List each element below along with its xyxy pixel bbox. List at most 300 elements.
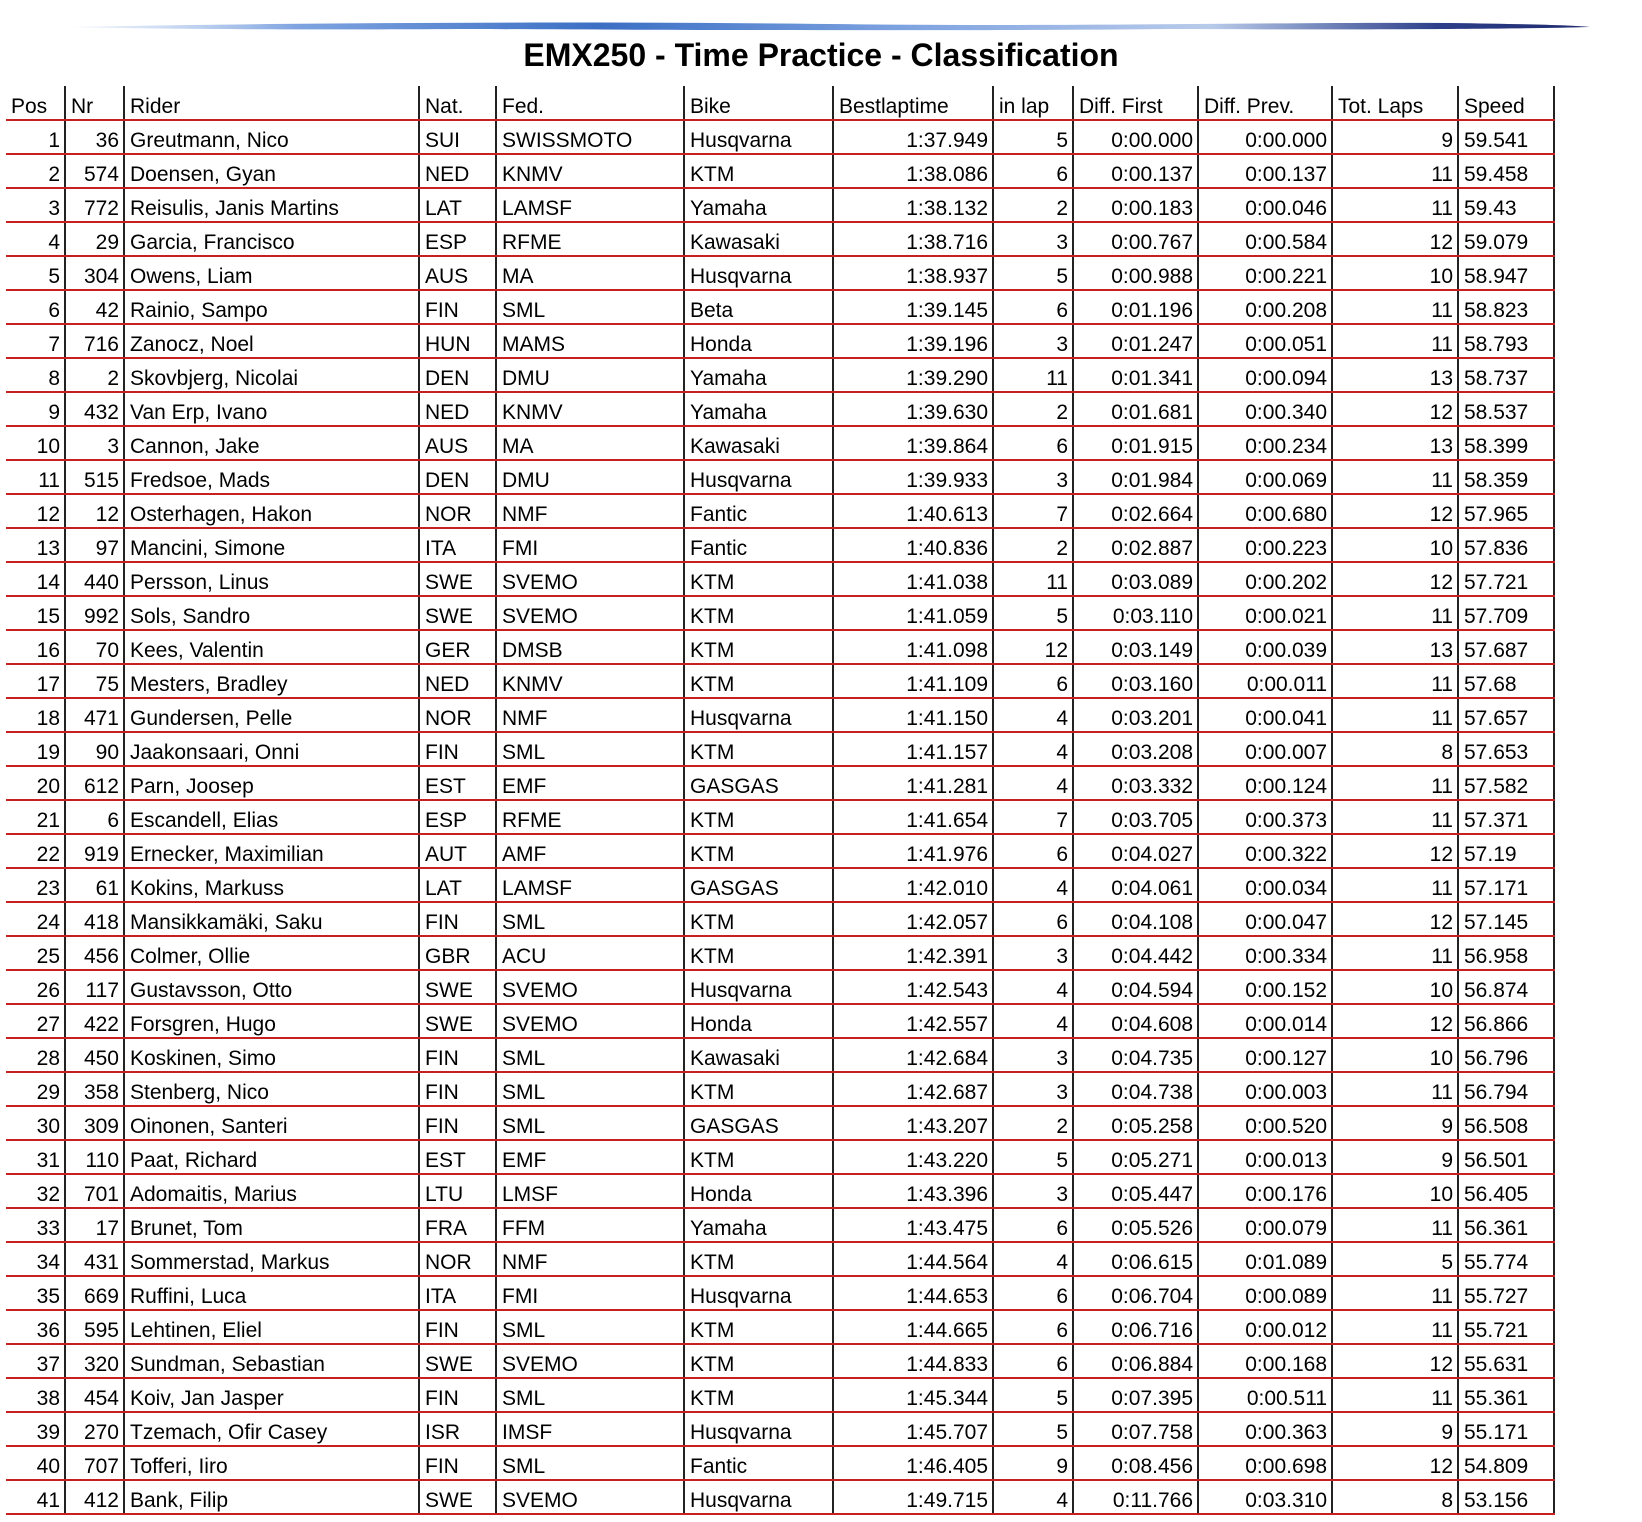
- pos-cell: 21: [6, 800, 65, 834]
- diff-prev-cell: 0:00.137: [1198, 154, 1332, 188]
- nr-cell: 992: [65, 596, 124, 630]
- pos-cell: 22: [6, 834, 65, 868]
- nat-cell: SWE: [419, 1344, 496, 1378]
- pos-cell: 11: [6, 460, 65, 494]
- in-lap-cell: 7: [993, 800, 1073, 834]
- pos-cell: 31: [6, 1140, 65, 1174]
- rider-cell: Mansikkamäki, Saku: [124, 902, 419, 936]
- tot-laps-cell: 11: [1332, 460, 1458, 494]
- diff-prev-cell: 0:00.680: [1198, 494, 1332, 528]
- speed-cell: 56.866: [1458, 1004, 1554, 1038]
- fed-cell: EMF: [496, 1140, 684, 1174]
- pos-cell: 6: [6, 290, 65, 324]
- pos-cell: 25: [6, 936, 65, 970]
- bike-cell: GASGAS: [684, 1106, 833, 1140]
- rider-cell: Parn, Joosep: [124, 766, 419, 800]
- speed-cell: 58.823: [1458, 290, 1554, 324]
- header-brush-stroke-decoration: [70, 18, 1590, 34]
- diff-first-cell: 0:04.594: [1073, 970, 1198, 1004]
- nr-cell: 42: [65, 290, 124, 324]
- rider-cell: Tofferi, Iiro: [124, 1446, 419, 1480]
- diff-first-cell: 0:06.884: [1073, 1344, 1198, 1378]
- table-row: [6, 1004, 1554, 1038]
- tot-laps-cell: 10: [1332, 1038, 1458, 1072]
- diff-prev-cell: 0:00.069: [1198, 460, 1332, 494]
- speed-cell: 55.631: [1458, 1344, 1554, 1378]
- diff-prev-cell: 0:00.039: [1198, 630, 1332, 664]
- diff-first-cell: 0:01.196: [1073, 290, 1198, 324]
- rider-cell: Sommerstad, Markus: [124, 1242, 419, 1276]
- tot-laps-cell: 12: [1332, 1004, 1458, 1038]
- table-row: [6, 834, 1554, 868]
- bestlaptime-cell: 1:42.687: [833, 1072, 993, 1106]
- diff-prev-cell: 0:00.584: [1198, 222, 1332, 256]
- pos-cell: 14: [6, 562, 65, 596]
- nat-cell: FIN: [419, 1446, 496, 1480]
- diff-first-cell: 0:03.089: [1073, 562, 1198, 596]
- fed-cell: SML: [496, 1072, 684, 1106]
- bike-cell: KTM: [684, 1378, 833, 1412]
- nat-cell: SWE: [419, 1004, 496, 1038]
- nat-cell: AUS: [419, 256, 496, 290]
- col-header-rider: Rider: [124, 86, 419, 120]
- bestlaptime-cell: 1:38.937: [833, 256, 993, 290]
- bestlaptime-cell: 1:43.396: [833, 1174, 993, 1208]
- tot-laps-cell: 10: [1332, 1174, 1458, 1208]
- bike-cell: KTM: [684, 154, 833, 188]
- rider-cell: Colmer, Ollie: [124, 936, 419, 970]
- diff-prev-cell: 0:00.208: [1198, 290, 1332, 324]
- pos-cell: 15: [6, 596, 65, 630]
- nat-cell: EST: [419, 766, 496, 800]
- in-lap-cell: 6: [993, 664, 1073, 698]
- rider-cell: Gustavsson, Otto: [124, 970, 419, 1004]
- bestlaptime-cell: 1:49.715: [833, 1480, 993, 1514]
- diff-prev-cell: 0:00.041: [1198, 698, 1332, 732]
- pos-cell: 13: [6, 528, 65, 562]
- rider-cell: Mancini, Simone: [124, 528, 419, 562]
- diff-first-cell: 0:08.456: [1073, 1446, 1198, 1480]
- in-lap-cell: 3: [993, 324, 1073, 358]
- speed-cell: 57.171: [1458, 868, 1554, 902]
- fed-cell: SML: [496, 1378, 684, 1412]
- diff-first-cell: 0:01.984: [1073, 460, 1198, 494]
- fed-cell: DMU: [496, 358, 684, 392]
- bestlaptime-cell: 1:38.086: [833, 154, 993, 188]
- tot-laps-cell: 11: [1332, 188, 1458, 222]
- in-lap-cell: 11: [993, 358, 1073, 392]
- bike-cell: Kawasaki: [684, 1038, 833, 1072]
- fed-cell: ACU: [496, 936, 684, 970]
- bestlaptime-cell: 1:42.057: [833, 902, 993, 936]
- bike-cell: KTM: [684, 834, 833, 868]
- bestlaptime-cell: 1:39.145: [833, 290, 993, 324]
- nr-cell: 418: [65, 902, 124, 936]
- speed-cell: 57.653: [1458, 732, 1554, 766]
- in-lap-cell: 2: [993, 188, 1073, 222]
- fed-cell: IMSF: [496, 1412, 684, 1446]
- nat-cell: GBR: [419, 936, 496, 970]
- speed-cell: 56.501: [1458, 1140, 1554, 1174]
- fed-cell: SML: [496, 1106, 684, 1140]
- tot-laps-cell: 11: [1332, 664, 1458, 698]
- nr-cell: 97: [65, 528, 124, 562]
- table-row: [6, 222, 1554, 256]
- fed-cell: LAMSF: [496, 188, 684, 222]
- diff-first-cell: 0:06.716: [1073, 1310, 1198, 1344]
- bike-cell: Fantic: [684, 1446, 833, 1480]
- speed-cell: 58.359: [1458, 460, 1554, 494]
- nat-cell: AUT: [419, 834, 496, 868]
- diff-prev-cell: 0:00.011: [1198, 664, 1332, 698]
- bike-cell: Fantic: [684, 528, 833, 562]
- fed-cell: FFM: [496, 1208, 684, 1242]
- bestlaptime-cell: 1:39.630: [833, 392, 993, 426]
- bike-cell: Husqvarna: [684, 1412, 833, 1446]
- rider-cell: Doensen, Gyan: [124, 154, 419, 188]
- rider-cell: Koskinen, Simo: [124, 1038, 419, 1072]
- fed-cell: RFME: [496, 800, 684, 834]
- rider-cell: Sols, Sandro: [124, 596, 419, 630]
- in-lap-cell: 2: [993, 392, 1073, 426]
- nr-cell: 669: [65, 1276, 124, 1310]
- diff-first-cell: 0:04.735: [1073, 1038, 1198, 1072]
- table-row: [6, 1412, 1554, 1446]
- fed-cell: LMSF: [496, 1174, 684, 1208]
- nr-cell: 701: [65, 1174, 124, 1208]
- table-row: [6, 120, 1554, 154]
- rider-cell: Tzemach, Ofir Casey: [124, 1412, 419, 1446]
- bestlaptime-cell: 1:41.098: [833, 630, 993, 664]
- table-row: [6, 1242, 1554, 1276]
- nat-cell: ISR: [419, 1412, 496, 1446]
- rider-cell: Fredsoe, Mads: [124, 460, 419, 494]
- nat-cell: FRA: [419, 1208, 496, 1242]
- col-header-diff-prev: Diff. Prev.: [1198, 86, 1332, 120]
- pos-cell: 2: [6, 154, 65, 188]
- speed-cell: 56.361: [1458, 1208, 1554, 1242]
- diff-prev-cell: 0:00.034: [1198, 868, 1332, 902]
- nr-cell: 412: [65, 1480, 124, 1514]
- bestlaptime-cell: 1:41.976: [833, 834, 993, 868]
- rider-cell: Mesters, Bradley: [124, 664, 419, 698]
- speed-cell: 58.947: [1458, 256, 1554, 290]
- tot-laps-cell: 9: [1332, 120, 1458, 154]
- nat-cell: NOR: [419, 494, 496, 528]
- diff-prev-cell: 0:00.003: [1198, 1072, 1332, 1106]
- in-lap-cell: 3: [993, 460, 1073, 494]
- bike-cell: Yamaha: [684, 1208, 833, 1242]
- in-lap-cell: 3: [993, 936, 1073, 970]
- diff-prev-cell: 0:00.013: [1198, 1140, 1332, 1174]
- diff-first-cell: 0:00.137: [1073, 154, 1198, 188]
- diff-first-cell: 0:00.183: [1073, 188, 1198, 222]
- col-header-bestlaptime: Bestlaptime: [833, 86, 993, 120]
- nr-cell: 432: [65, 392, 124, 426]
- nat-cell: NOR: [419, 698, 496, 732]
- pos-cell: 12: [6, 494, 65, 528]
- in-lap-cell: 4: [993, 868, 1073, 902]
- table-row: [6, 528, 1554, 562]
- tot-laps-cell: 9: [1332, 1106, 1458, 1140]
- diff-prev-cell: 0:00.234: [1198, 426, 1332, 460]
- tot-laps-cell: 8: [1332, 1480, 1458, 1514]
- tot-laps-cell: 12: [1332, 834, 1458, 868]
- rider-cell: Ernecker, Maximilian: [124, 834, 419, 868]
- fed-cell: SML: [496, 732, 684, 766]
- bike-cell: Husqvarna: [684, 1480, 833, 1514]
- col-header-nat: Nat.: [419, 86, 496, 120]
- table-row: [6, 460, 1554, 494]
- bike-cell: KTM: [684, 630, 833, 664]
- bestlaptime-cell: 1:41.281: [833, 766, 993, 800]
- col-header-tot-laps: Tot. Laps: [1332, 86, 1458, 120]
- speed-cell: 59.43: [1458, 188, 1554, 222]
- speed-cell: 56.958: [1458, 936, 1554, 970]
- speed-cell: 55.171: [1458, 1412, 1554, 1446]
- pos-cell: 36: [6, 1310, 65, 1344]
- speed-cell: 59.079: [1458, 222, 1554, 256]
- pos-cell: 18: [6, 698, 65, 732]
- nat-cell: SUI: [419, 120, 496, 154]
- col-header-nr: Nr: [65, 86, 124, 120]
- in-lap-cell: 6: [993, 834, 1073, 868]
- table-row: [6, 800, 1554, 834]
- nr-cell: 358: [65, 1072, 124, 1106]
- tot-laps-cell: 12: [1332, 1344, 1458, 1378]
- nat-cell: NED: [419, 664, 496, 698]
- diff-first-cell: 0:04.738: [1073, 1072, 1198, 1106]
- bike-cell: KTM: [684, 1344, 833, 1378]
- speed-cell: 59.541: [1458, 120, 1554, 154]
- rider-cell: Rainio, Sampo: [124, 290, 419, 324]
- bike-cell: KTM: [684, 1310, 833, 1344]
- nat-cell: ESP: [419, 800, 496, 834]
- nr-cell: 90: [65, 732, 124, 766]
- diff-first-cell: 0:04.608: [1073, 1004, 1198, 1038]
- rider-cell: Van Erp, Ivano: [124, 392, 419, 426]
- in-lap-cell: 4: [993, 970, 1073, 1004]
- bike-cell: KTM: [684, 732, 833, 766]
- tot-laps-cell: 13: [1332, 630, 1458, 664]
- nr-cell: 117: [65, 970, 124, 1004]
- bestlaptime-cell: 1:41.157: [833, 732, 993, 766]
- nat-cell: ITA: [419, 528, 496, 562]
- bestlaptime-cell: 1:41.109: [833, 664, 993, 698]
- in-lap-cell: 6: [993, 902, 1073, 936]
- bike-cell: Kawasaki: [684, 222, 833, 256]
- header-row: [6, 86, 1554, 120]
- table-row: [6, 766, 1554, 800]
- nr-cell: 612: [65, 766, 124, 800]
- bike-cell: KTM: [684, 596, 833, 630]
- bike-cell: GASGAS: [684, 868, 833, 902]
- bestlaptime-cell: 1:38.132: [833, 188, 993, 222]
- speed-cell: 57.19: [1458, 834, 1554, 868]
- nat-cell: DEN: [419, 358, 496, 392]
- speed-cell: 53.156: [1458, 1480, 1554, 1514]
- tot-laps-cell: 9: [1332, 1140, 1458, 1174]
- pos-cell: 35: [6, 1276, 65, 1310]
- table-row: [6, 1378, 1554, 1412]
- fed-cell: SVEMO: [496, 970, 684, 1004]
- table-row: [6, 1106, 1554, 1140]
- table-row: [6, 1344, 1554, 1378]
- nr-cell: 450: [65, 1038, 124, 1072]
- tot-laps-cell: 9: [1332, 1412, 1458, 1446]
- tot-laps-cell: 11: [1332, 766, 1458, 800]
- speed-cell: 58.537: [1458, 392, 1554, 426]
- pos-cell: 8: [6, 358, 65, 392]
- bike-cell: Fantic: [684, 494, 833, 528]
- nat-cell: FIN: [419, 290, 496, 324]
- diff-prev-cell: 0:00.094: [1198, 358, 1332, 392]
- diff-first-cell: 0:04.061: [1073, 868, 1198, 902]
- pos-cell: 33: [6, 1208, 65, 1242]
- rider-cell: Gundersen, Pelle: [124, 698, 419, 732]
- in-lap-cell: 4: [993, 698, 1073, 732]
- speed-cell: 57.657: [1458, 698, 1554, 732]
- tot-laps-cell: 11: [1332, 936, 1458, 970]
- nr-cell: 270: [65, 1412, 124, 1446]
- nat-cell: FIN: [419, 902, 496, 936]
- tot-laps-cell: 11: [1332, 1378, 1458, 1412]
- tot-laps-cell: 10: [1332, 528, 1458, 562]
- nr-cell: 515: [65, 460, 124, 494]
- pos-cell: 34: [6, 1242, 65, 1276]
- bike-cell: Husqvarna: [684, 256, 833, 290]
- diff-first-cell: 0:04.108: [1073, 902, 1198, 936]
- diff-first-cell: 0:00.767: [1073, 222, 1198, 256]
- bike-cell: KTM: [684, 800, 833, 834]
- table-row: [6, 1276, 1554, 1310]
- diff-prev-cell: 0:00.127: [1198, 1038, 1332, 1072]
- bike-cell: KTM: [684, 1242, 833, 1276]
- nr-cell: 431: [65, 1242, 124, 1276]
- pos-cell: 30: [6, 1106, 65, 1140]
- bike-cell: Honda: [684, 1174, 833, 1208]
- table-row: [6, 154, 1554, 188]
- tot-laps-cell: 12: [1332, 494, 1458, 528]
- table-row: [6, 426, 1554, 460]
- pos-cell: 1: [6, 120, 65, 154]
- bestlaptime-cell: 1:44.653: [833, 1276, 993, 1310]
- diff-prev-cell: 0:00.698: [1198, 1446, 1332, 1480]
- pos-cell: 26: [6, 970, 65, 1004]
- bestlaptime-cell: 1:38.716: [833, 222, 993, 256]
- bike-cell: KTM: [684, 936, 833, 970]
- rider-cell: Forsgren, Hugo: [124, 1004, 419, 1038]
- diff-prev-cell: 0:00.221: [1198, 256, 1332, 290]
- nat-cell: SWE: [419, 970, 496, 1004]
- nr-cell: 6: [65, 800, 124, 834]
- col-header-pos: Pos: [6, 86, 65, 120]
- nr-cell: 574: [65, 154, 124, 188]
- diff-first-cell: 0:11.766: [1073, 1480, 1198, 1514]
- fed-cell: EMF: [496, 766, 684, 800]
- tot-laps-cell: 11: [1332, 800, 1458, 834]
- nr-cell: 61: [65, 868, 124, 902]
- diff-prev-cell: 0:00.511: [1198, 1378, 1332, 1412]
- diff-first-cell: 0:07.758: [1073, 1412, 1198, 1446]
- fed-cell: SML: [496, 902, 684, 936]
- tot-laps-cell: 11: [1332, 1072, 1458, 1106]
- diff-first-cell: 0:03.201: [1073, 698, 1198, 732]
- in-lap-cell: 5: [993, 1378, 1073, 1412]
- fed-cell: KNMV: [496, 392, 684, 426]
- table-row: [6, 1208, 1554, 1242]
- nr-cell: 471: [65, 698, 124, 732]
- rider-cell: Jaakonsaari, Onni: [124, 732, 419, 766]
- pos-cell: 23: [6, 868, 65, 902]
- table-row: [6, 868, 1554, 902]
- fed-cell: SVEMO: [496, 1004, 684, 1038]
- bike-cell: Husqvarna: [684, 460, 833, 494]
- nr-cell: 2: [65, 358, 124, 392]
- nat-cell: GER: [419, 630, 496, 664]
- nat-cell: FIN: [419, 732, 496, 766]
- nat-cell: AUS: [419, 426, 496, 460]
- diff-prev-cell: 0:00.223: [1198, 528, 1332, 562]
- bestlaptime-cell: 1:40.613: [833, 494, 993, 528]
- speed-cell: 58.793: [1458, 324, 1554, 358]
- pos-cell: 5: [6, 256, 65, 290]
- in-lap-cell: 7: [993, 494, 1073, 528]
- classification-table: [6, 86, 1555, 1515]
- rider-cell: Ruffini, Luca: [124, 1276, 419, 1310]
- diff-prev-cell: 0:00.176: [1198, 1174, 1332, 1208]
- bestlaptime-cell: 1:39.864: [833, 426, 993, 460]
- bike-cell: Honda: [684, 324, 833, 358]
- nr-cell: 707: [65, 1446, 124, 1480]
- tot-laps-cell: 11: [1332, 1310, 1458, 1344]
- diff-prev-cell: 0:00.021: [1198, 596, 1332, 630]
- nr-cell: 17: [65, 1208, 124, 1242]
- table-row: [6, 1480, 1554, 1514]
- in-lap-cell: 5: [993, 1412, 1073, 1446]
- pos-cell: 19: [6, 732, 65, 766]
- bestlaptime-cell: 1:41.059: [833, 596, 993, 630]
- table-row: [6, 324, 1554, 358]
- nr-cell: 70: [65, 630, 124, 664]
- bike-cell: KTM: [684, 1140, 833, 1174]
- pos-cell: 3: [6, 188, 65, 222]
- table-row: [6, 1140, 1554, 1174]
- tot-laps-cell: 12: [1332, 392, 1458, 426]
- rider-cell: Cannon, Jake: [124, 426, 419, 460]
- diff-first-cell: 0:05.447: [1073, 1174, 1198, 1208]
- fed-cell: NMF: [496, 1242, 684, 1276]
- fed-cell: DMU: [496, 460, 684, 494]
- in-lap-cell: 6: [993, 290, 1073, 324]
- bestlaptime-cell: 1:40.836: [833, 528, 993, 562]
- nat-cell: ESP: [419, 222, 496, 256]
- speed-cell: 55.361: [1458, 1378, 1554, 1412]
- fed-cell: RFME: [496, 222, 684, 256]
- diff-prev-cell: 0:00.340: [1198, 392, 1332, 426]
- fed-cell: FMI: [496, 528, 684, 562]
- rider-cell: Brunet, Tom: [124, 1208, 419, 1242]
- diff-first-cell: 0:06.704: [1073, 1276, 1198, 1310]
- nat-cell: LAT: [419, 188, 496, 222]
- bestlaptime-cell: 1:43.207: [833, 1106, 993, 1140]
- pos-cell: 38: [6, 1378, 65, 1412]
- nr-cell: 772: [65, 188, 124, 222]
- pos-cell: 24: [6, 902, 65, 936]
- pos-cell: 27: [6, 1004, 65, 1038]
- table-row: [6, 936, 1554, 970]
- diff-first-cell: 0:03.208: [1073, 732, 1198, 766]
